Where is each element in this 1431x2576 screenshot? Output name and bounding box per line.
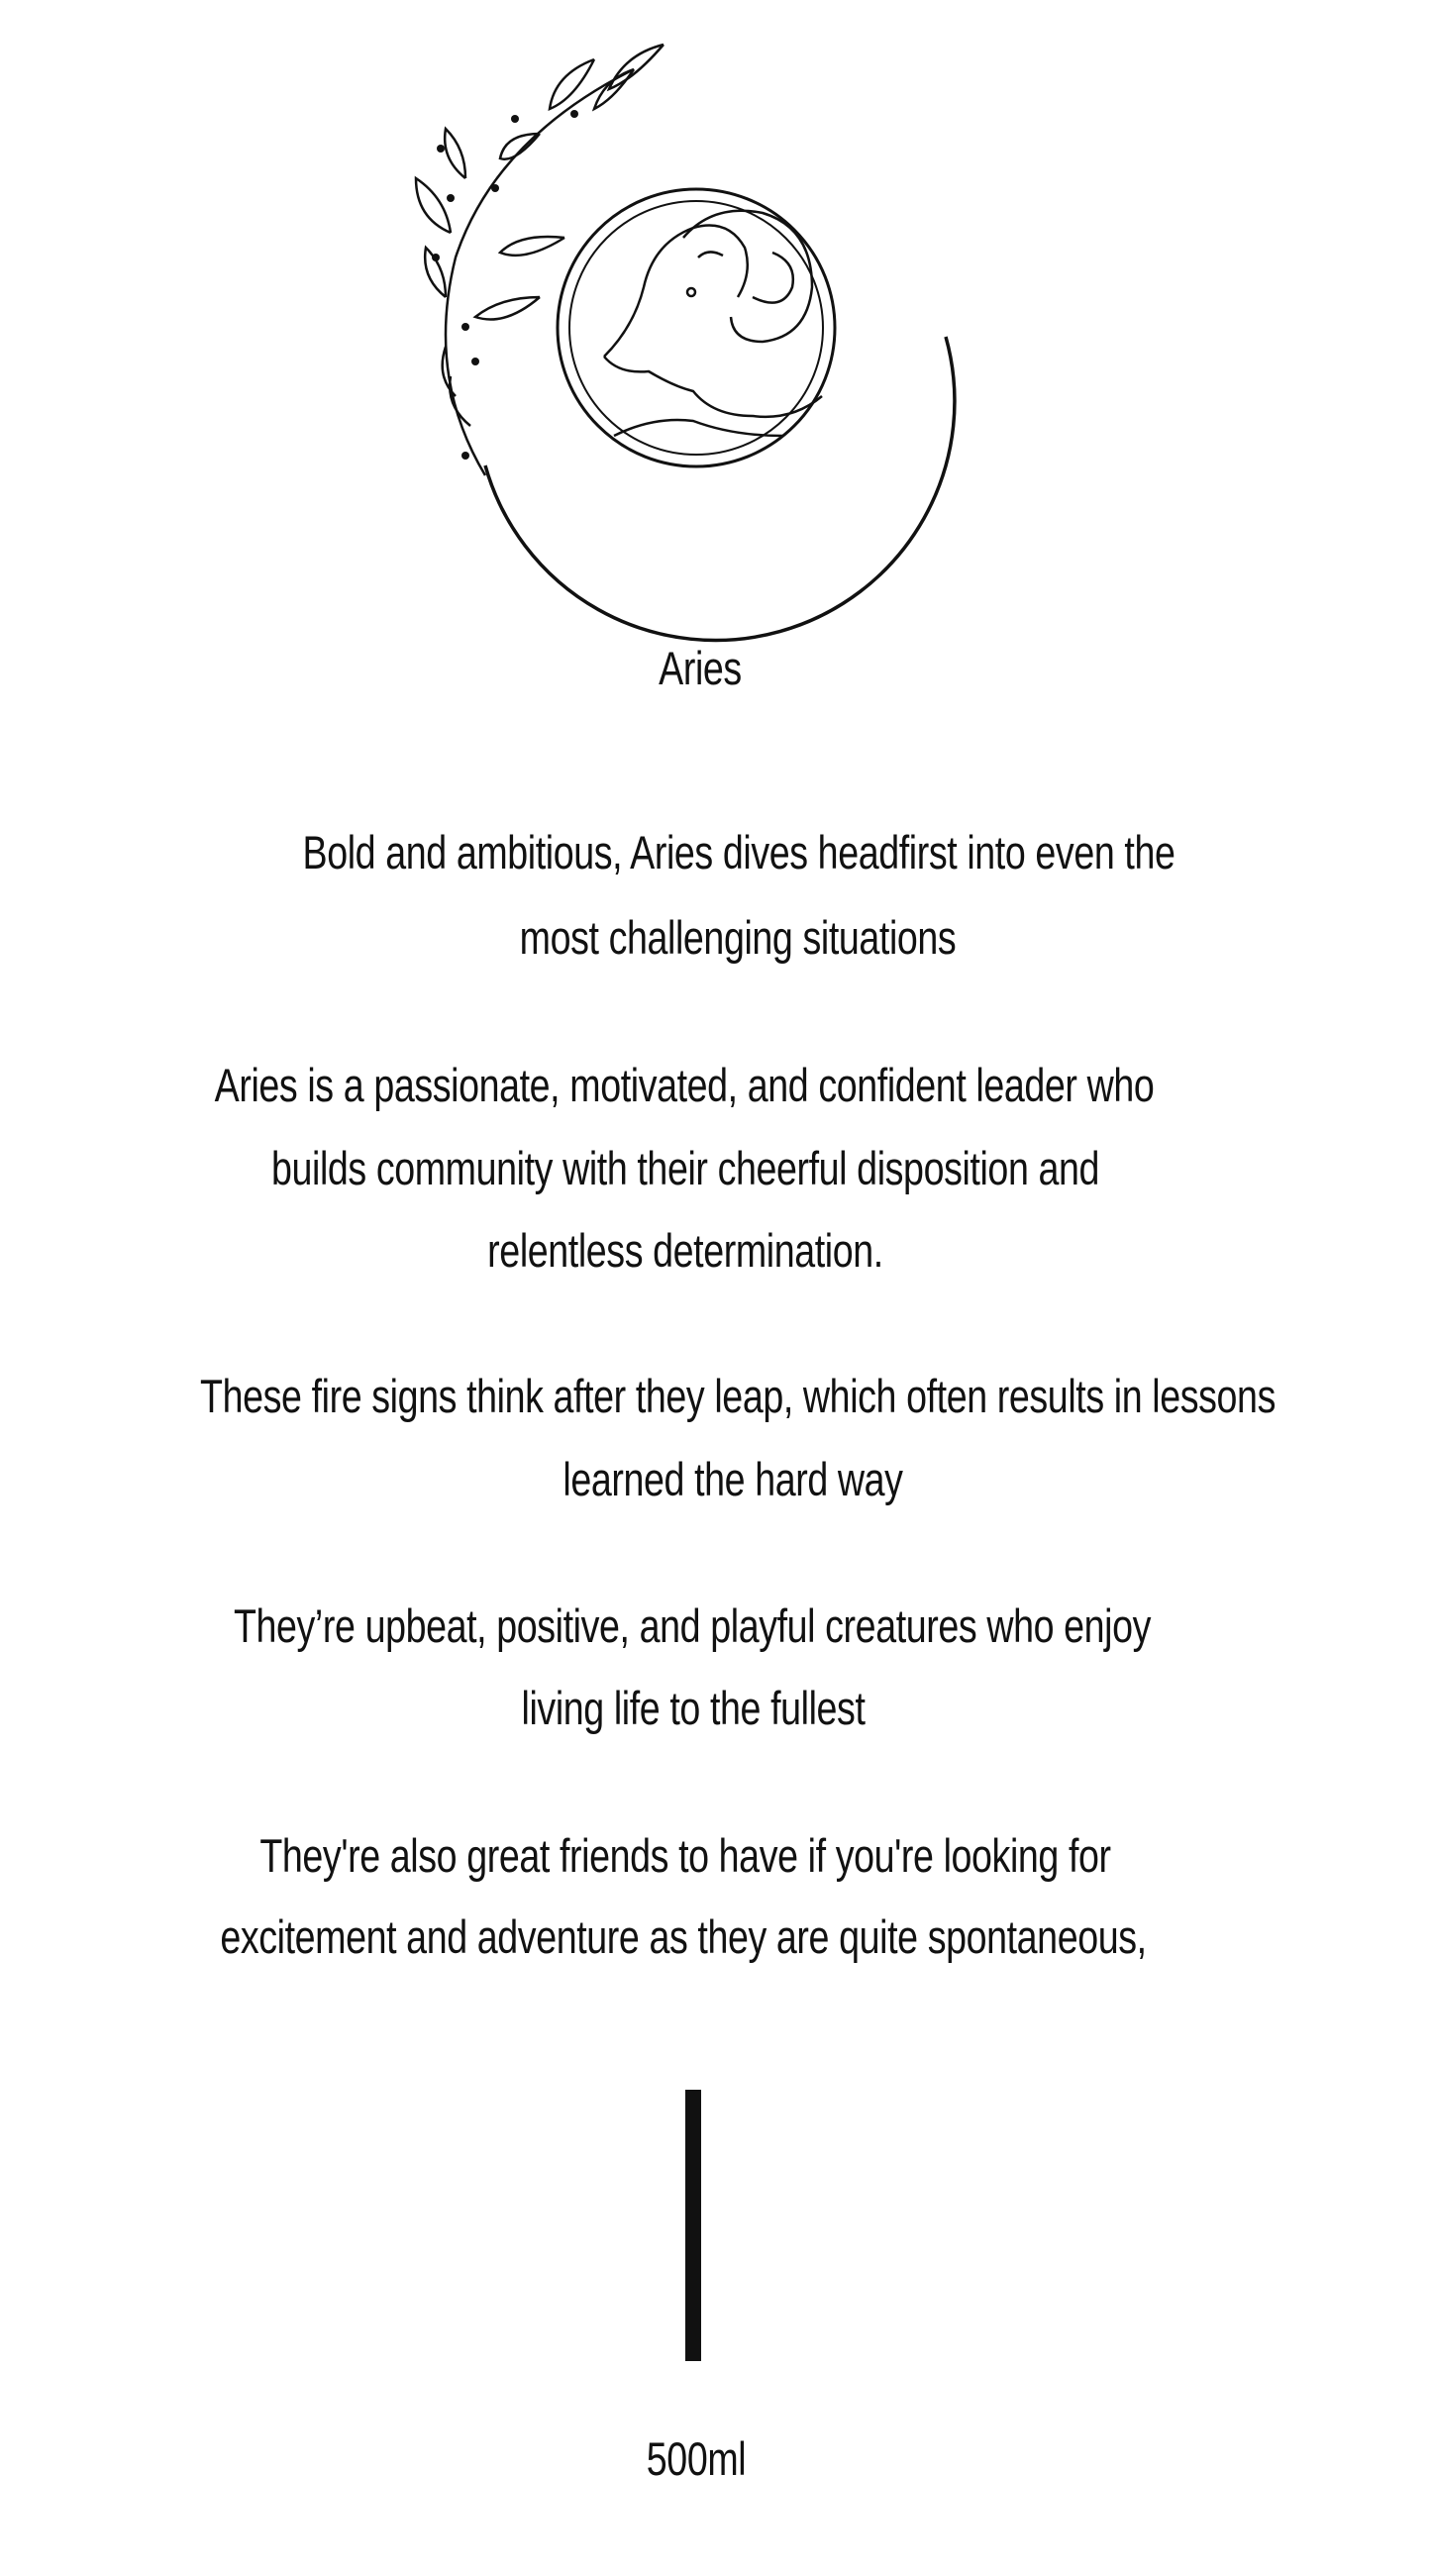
paragraph-2-line-2: builds community with their cheerful disposition and xyxy=(270,1142,1100,1194)
leafy-branch-icon xyxy=(416,45,664,475)
inner-circle-ring xyxy=(569,201,823,455)
outer-crescent-circle xyxy=(485,337,955,640)
paragraph-2-line-1: Aries is a passionate, motivated, and confident leader who xyxy=(214,1059,1155,1111)
paragraph-5-line-2: excitement and adventure as they are quite spontaneous, xyxy=(220,1910,1147,1963)
paragraph-4-line-2: living life to the fullest xyxy=(521,1682,866,1734)
paragraph-1-line-2: most challenging situations xyxy=(519,911,957,964)
ram-head-icon xyxy=(604,211,822,436)
paragraph-5-line-1: They're also great friends to have if you're looking for xyxy=(259,1829,1111,1882)
paragraph-3-line-2: learned the hard way xyxy=(562,1453,903,1505)
vertical-divider-bar xyxy=(685,2090,701,2361)
paragraph-1-line-1: Bold and ambitious, Aries dives headfirst into even the xyxy=(302,826,1175,878)
paragraph-3-line-1: These fire signs think after they leap, which often results in lessons xyxy=(200,1370,1276,1422)
paragraph-2-line-3: relentless determination. xyxy=(487,1224,883,1277)
sign-title: Aries xyxy=(659,642,742,694)
volume-label: 500ml xyxy=(646,2432,747,2485)
paragraph-4-line-1: They’re upbeat, positive, and playful creatures who enjoy xyxy=(233,1599,1152,1652)
aries-ram-emblem-illustration xyxy=(0,0,1431,693)
